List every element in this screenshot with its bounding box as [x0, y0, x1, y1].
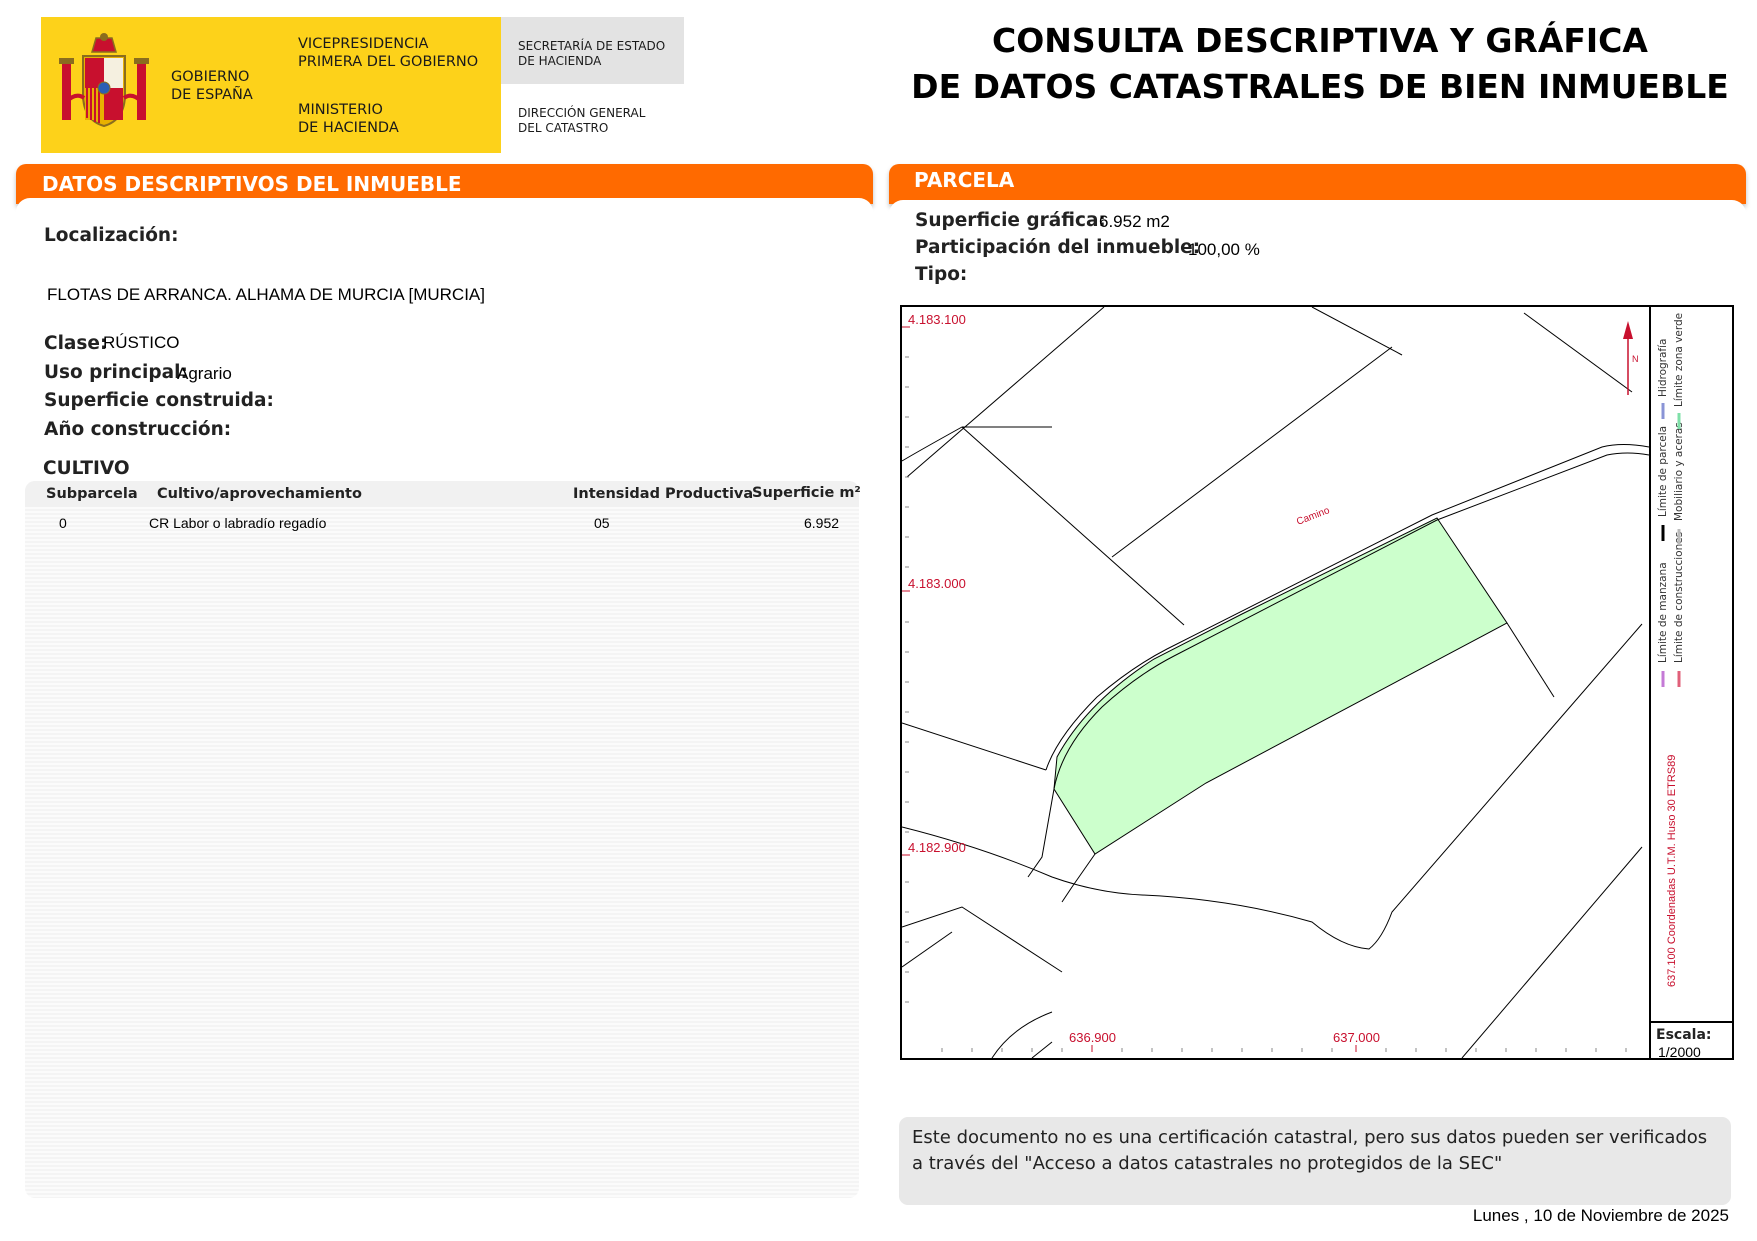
header-cultivo: Cultivo/aprovechamiento [157, 486, 362, 502]
parcela-title: PARCELA [914, 168, 1015, 192]
coat-of-arms-icon [56, 32, 152, 132]
document-title: CONSULTA DESCRIPTIVA Y GRÁFICA DE DATOS CATASTRALES DE BIEN INMUEBLE [911, 21, 1729, 106]
uso-principal-label: Uso principal: [44, 362, 188, 383]
map-legend [1650, 307, 1732, 1022]
legend-zona-verde-label: Límite zona verde [1673, 312, 1685, 407]
cell-cultivo: CR Labor o labradío regadío [149, 515, 327, 531]
coordinate-system-label: 637.100 Coordenadas U.T.M. Huso 30 ETRS89 [1666, 754, 1678, 987]
y-tick-label: 4.183.000 [908, 576, 966, 591]
legend-parcela-label: Límite de parcela [1657, 425, 1669, 517]
scale-label: Escala: [1656, 1027, 1712, 1043]
localizacion-value: FLOTAS DE ARRANCA. ALHAMA DE MURCIA [MURCIA] [47, 285, 485, 304]
header-superficie: Superficie m² [752, 485, 861, 501]
superficie-grafica-value: 6.952 m2 [1099, 212, 1170, 231]
header-intensidad: Intensidad Productiva [573, 486, 754, 502]
x-tick-label: 637.000 [1333, 1030, 1380, 1045]
cadastral-map [900, 305, 1734, 1060]
ministerio-label: MINISTERIO DE HACIENDA [298, 102, 399, 136]
document-date: Lunes , 10 de Noviembre de 2025 [1472, 1206, 1729, 1225]
legend-mobiliario-label: Mobiliario y aceras [1673, 422, 1685, 521]
road-label: Camino [1295, 505, 1332, 528]
x-tick-label: 636.900 [1069, 1030, 1116, 1045]
secretaria-label: SECRETARÍA DE ESTADO DE HACIENDA [518, 39, 666, 68]
descriptive-data-title: DATOS DESCRIPTIVOS DEL INMUEBLE [42, 172, 462, 196]
uso-principal-value: Agrario [177, 364, 232, 383]
cultivo-title: CULTIVO [43, 458, 130, 479]
ano-construccion-label: Año construcción: [44, 419, 232, 440]
legend-hidrografia-label: Hidrografía [1657, 338, 1669, 397]
direccion-catastro-label: DIRECCIÓN GENERAL DEL CATASTRO [518, 106, 646, 135]
participacion-value: 100,00 % [1188, 240, 1260, 259]
disclaimer-text: Este documento no es una certificación catastral, pero sus datos pueden ser verificados a través del "Acceso a datos catastrales no protegidos de la SEC" [912, 1127, 1708, 1174]
legend-construcciones-label: Límite de construcciones [1673, 531, 1685, 663]
superficie-construida-label: Superficie construida: [44, 390, 274, 411]
gobierno-espana-label: GOBIERNO DE ESPAÑA [171, 69, 253, 103]
cell-subparcela: 0 [59, 515, 67, 531]
header-subparcela: Subparcela [46, 486, 138, 502]
cultivo-table [25, 481, 859, 1198]
cell-superficie: 6.952 [804, 515, 840, 531]
clase-value: RÚSTICO [103, 333, 180, 352]
scale-value: 1/2000 [1658, 1044, 1701, 1060]
clase-label: Clase: [44, 333, 108, 354]
vicepresidencia-label: VICEPRESIDENCIA PRIMERA DEL GOBIERNO [298, 36, 479, 70]
legend-manzana-label: Límite de manzana [1657, 562, 1669, 663]
parcela-tab [889, 164, 1746, 204]
north-arrow-icon [1623, 321, 1639, 395]
tipo-label: Tipo: [915, 264, 968, 285]
localizacion-label: Localización: [44, 225, 179, 246]
y-tick-label: 4.183.100 [908, 312, 966, 327]
participacion-label: Participación del inmueble: [915, 237, 1201, 258]
tab-underlay [16, 198, 873, 212]
y-tick-label: 4.182.900 [908, 840, 966, 855]
map-canvas [902, 307, 1732, 1058]
superficie-grafica-label: Superficie gráfica: [915, 210, 1106, 231]
north-label: N [1632, 354, 1639, 364]
cell-intensidad: 05 [594, 515, 610, 531]
